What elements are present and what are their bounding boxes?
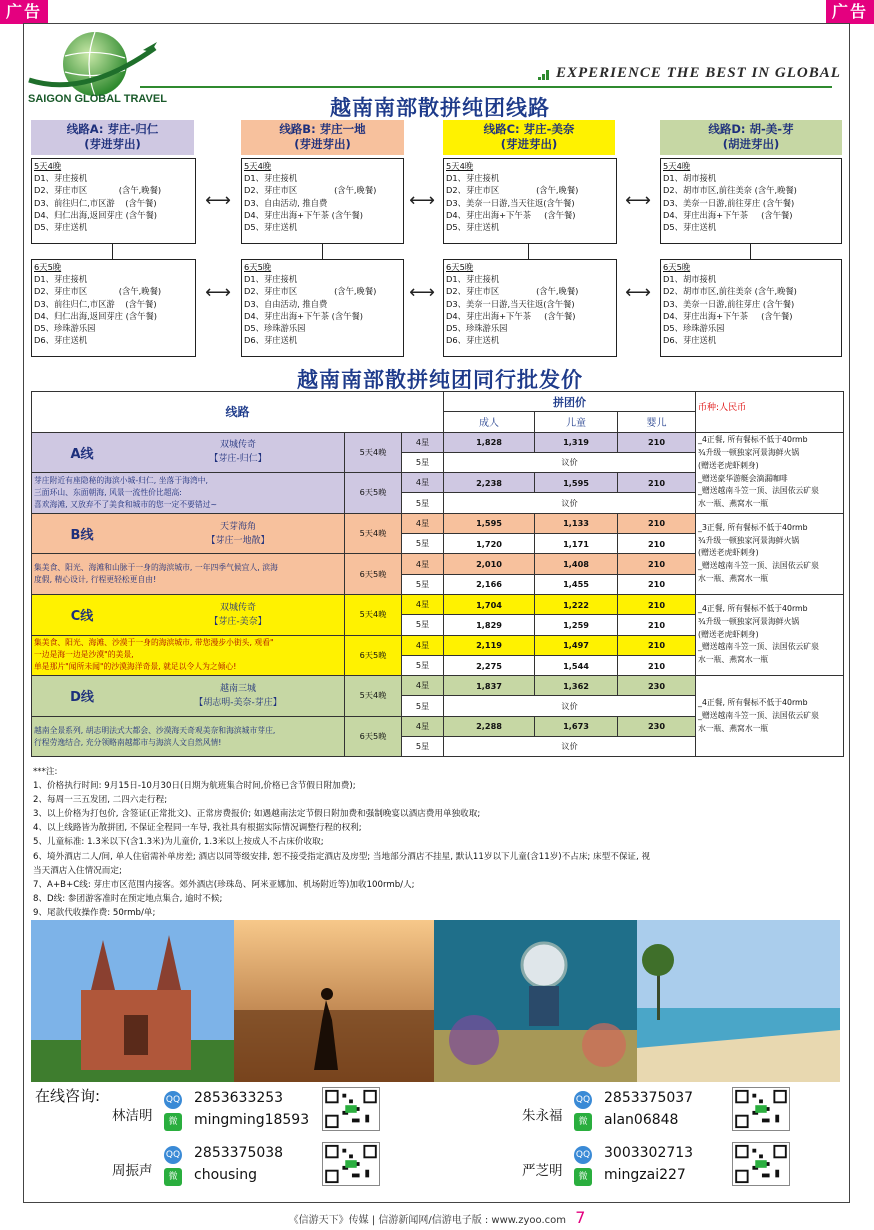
note-line: 1、价格执行时间: 9月15日-10月30日(日期为航班集合时间,价格已含节假日附加费); xyxy=(33,781,356,792)
price-table xyxy=(31,391,844,757)
itinerary-line: D5、珍珠游乐园 xyxy=(446,323,508,334)
price-cell: 1,455 xyxy=(535,574,618,594)
globe-logo-icon xyxy=(25,28,165,100)
qr-code-icon[interactable] xyxy=(732,1142,790,1186)
duration-cell: 5天4晚 xyxy=(345,594,402,635)
itinerary-line: D4、芽庄出海+下午茶 (含午餐) xyxy=(663,209,793,220)
double-arrow-icon: ⟷ xyxy=(205,190,231,211)
qq-number[interactable]: 3003302713 xyxy=(604,1145,694,1161)
qq-icon: QQ xyxy=(164,1091,182,1109)
itinerary-d-5d xyxy=(660,158,842,244)
price-cell: 210 xyxy=(618,554,696,574)
price-cell: 1,704 xyxy=(444,594,535,614)
line-sub: 【芽庄-美奈】 xyxy=(209,616,267,627)
contact-name: 林洁明 xyxy=(112,1108,153,1124)
price-cell: 1,720 xyxy=(444,534,535,554)
negotiable-cell: 议价 xyxy=(444,696,696,716)
line-name: 天芽海角 xyxy=(219,521,256,532)
star-4-label: 4星 xyxy=(402,473,444,493)
price-cell: 1,673 xyxy=(535,716,618,736)
ad-label-right: 广告 xyxy=(826,0,874,24)
contact-name: 严芝明 xyxy=(522,1163,563,1179)
duration-cell: 6天5晚 xyxy=(345,716,402,757)
itinerary-line: D1、芽庄接机 xyxy=(244,274,298,285)
star-4-label: 4星 xyxy=(402,432,444,452)
duration-label: 6天5晚 xyxy=(663,262,691,272)
line-key: C线 xyxy=(70,609,94,625)
cathedral-photo xyxy=(31,920,234,1082)
itinerary-line: D3、美奈一日游,前往芽庄 (含午餐) xyxy=(663,197,795,208)
price-cell: 1,408 xyxy=(535,554,618,574)
itinerary-line: D2、芽庄市区 (含午,晚餐) xyxy=(34,185,162,196)
line-note: _3正餐, 所有餐标不低于40rmb ¾升级一顿独家河景海鲜火锅 (赠送老虎虾刺身) _赠送越南斗笠一顶、法国依云矿泉 水一瓶、燕窝水一瓶 xyxy=(696,513,844,594)
itinerary-line: D4、芽庄出海+下午茶 (含午餐) xyxy=(446,310,576,321)
line-title xyxy=(32,594,345,635)
notes-section xyxy=(33,765,843,920)
ad-label-left: 广告 xyxy=(0,0,48,24)
duration-cell: 6天5晚 xyxy=(345,473,402,514)
negotiable-cell: 议价 xyxy=(444,493,696,513)
itinerary-line: D5、珍珠游乐园 xyxy=(663,323,725,334)
star-4-label: 4星 xyxy=(402,513,444,533)
itinerary-line: D1、芽庄接机 xyxy=(446,274,500,285)
qq-number[interactable]: 2853633253 xyxy=(194,1090,284,1106)
itinerary-line: D2、芽庄市区 (含午,晚餐) xyxy=(34,286,162,297)
contact-name: 周振声 xyxy=(112,1163,153,1179)
itinerary-line: D1、芽庄接机 xyxy=(34,173,88,184)
price-cell: 2,010 xyxy=(444,554,535,574)
itinerary-line: D2、胡市市区,前往美奈 (含午,晚餐) xyxy=(663,185,797,196)
route-header-c: 线路C: 芽庄-美奈 (芽进芽出) xyxy=(443,120,615,155)
star-5-label: 5星 xyxy=(402,452,444,472)
connector xyxy=(112,244,113,259)
itinerary-line: D4、芽庄出海+下午茶 (含午餐) xyxy=(244,310,363,321)
line-title xyxy=(32,513,345,554)
itinerary-a-5d xyxy=(31,158,196,244)
price-cell: 210 xyxy=(618,655,696,675)
brand-slogan: EXPERIENCE THE BEST IN GLOBAL xyxy=(556,65,841,81)
wechat-icon: 微 xyxy=(164,1113,182,1131)
itinerary-line: D1、芽庄接机 xyxy=(446,173,500,184)
double-arrow-icon: ⟷ xyxy=(409,190,435,211)
itinerary-line: D1、芽庄接机 xyxy=(244,173,298,184)
route-header-b: 线路B: 芽庄一地 (芽进芽出) xyxy=(241,120,404,155)
itinerary-line: D3、前往归仁,市区游 (含午餐) xyxy=(34,298,157,309)
note-line: 当天酒店入住情况而定; xyxy=(33,865,122,876)
double-arrow-icon: ⟷ xyxy=(625,282,651,303)
itinerary-line: D1、胡市接机 xyxy=(663,173,717,184)
line-description: 集美食、阳光、海滩和山脉于一身的海滨城市, 一年四季气候宜人, 滨海 度假, 精心设计, 行程更轻松更自由! xyxy=(32,554,345,595)
star-4-label: 4星 xyxy=(402,635,444,655)
note-line: 9、尾款代收操作费: 50rmb/单; xyxy=(33,907,156,918)
price-cell: 1,595 xyxy=(535,473,618,493)
price-cell: 2,288 xyxy=(444,716,535,736)
duration-label: 6天5晚 xyxy=(34,262,62,272)
itinerary-line: D6、芽庄送机 xyxy=(663,335,717,346)
line-description: 越南全景系列, 胡志明法式大都会、沙漠海天奇观美奈和海滨城市芽庄, 行程劳逸结合, 充分领略南越都市与海滨人文自然风情! xyxy=(32,716,345,757)
footer-text: 《信游天下》传媒 | 信游新闻网/信游电子版 : www.zyoo.com xyxy=(288,1215,566,1226)
price-cell: 210 xyxy=(618,513,696,533)
negotiable-cell: 议价 xyxy=(444,452,696,472)
duration-cell: 5天4晚 xyxy=(345,676,402,717)
line-name: 越南三城 xyxy=(219,683,256,694)
wechat-id[interactable]: mingzai227 xyxy=(604,1167,686,1183)
currency-label: 币种:人民币 xyxy=(696,392,844,433)
infant-column: 婴儿 xyxy=(618,412,696,432)
star-4-label: 4星 xyxy=(402,594,444,614)
star-5-label: 5星 xyxy=(402,696,444,716)
adult-column: 成人 xyxy=(444,412,535,432)
duration-label: 5天4晚 xyxy=(244,161,272,171)
price-cell: 1,133 xyxy=(535,513,618,533)
star-5-label: 5星 xyxy=(402,493,444,513)
price-cell: 210 xyxy=(618,574,696,594)
double-arrow-icon: ⟷ xyxy=(205,282,231,303)
itinerary-line: D5、芽庄送机 xyxy=(34,222,88,233)
line-title xyxy=(32,676,345,717)
itinerary-d-6d xyxy=(660,259,842,357)
line-key: B线 xyxy=(70,528,94,544)
price-cell: 1,222 xyxy=(535,594,618,614)
itinerary-line: D5、珍珠游乐园 xyxy=(34,323,96,334)
line-sub: 【芽庄-归仁】 xyxy=(209,454,267,465)
price-cell: 1,829 xyxy=(444,615,535,635)
itinerary-line: D3、美奈一日游,前往芽庄 (含午餐) xyxy=(663,298,795,309)
star-5-label: 5星 xyxy=(402,534,444,554)
itinerary-line: D2、胡市市区,前往美奈 (含午,晚餐) xyxy=(663,286,797,297)
itinerary-line: D5、芽庄送机 xyxy=(663,222,717,233)
line-note: _4正餐, 所有餐标不低于40rmb ¾升级一顿独家河景海鲜火锅 (赠送老虎虾刺身) _赠送豪华游艇会滴漏咖啡 _赠送越南斗笠一顶、法国依云矿泉 水一瓶、燕窝水一瓶 xyxy=(696,432,844,513)
wechat-icon: 微 xyxy=(574,1168,592,1186)
itinerary-line: D2、芽庄市区 (含午,晚餐) xyxy=(244,286,377,297)
double-arrow-icon: ⟷ xyxy=(625,190,651,211)
wechat-icon: 微 xyxy=(574,1113,592,1131)
star-5-label: 5星 xyxy=(402,615,444,635)
star-4-label: 4星 xyxy=(402,676,444,696)
duration-label: 5天4晚 xyxy=(34,161,62,171)
price-cell: 2,166 xyxy=(444,574,535,594)
brand-name: SAIGON GLOBAL TRAVEL xyxy=(28,93,167,105)
contact-name: 朱永福 xyxy=(522,1108,563,1124)
qr-code-icon[interactable] xyxy=(322,1142,380,1186)
line-note: _4正餐, 所有餐标不低于40rmb _赠送越南斗笠一顶、法国依云矿泉 水一瓶、燕窝水一瓶 xyxy=(696,676,844,757)
itinerary-line: D3、前往归仁,市区游 (含午餐) xyxy=(34,197,157,208)
duration-label: 5天4晚 xyxy=(663,161,691,171)
price-cell: 1,497 xyxy=(535,635,618,655)
duration-cell: 5天4晚 xyxy=(345,513,402,554)
footer xyxy=(0,1208,874,1227)
itinerary-c-5d xyxy=(443,158,617,244)
itinerary-line: D4、归仁出海,返回芽庄 (含午餐) xyxy=(34,310,157,321)
fisherman-sunset-photo xyxy=(234,920,434,1082)
itinerary-line: D5、芽庄送机 xyxy=(244,222,298,233)
contact-label: 在线咨询: xyxy=(35,1087,101,1105)
itinerary-line: D6、芽庄送机 xyxy=(446,335,500,346)
route-header-a: 线路A: 芽庄-归仁 (芽进芽出) xyxy=(31,120,194,155)
line-note: _4正餐, 所有餐标不低于40rmb ¾升级一顿独家河景海鲜火锅 (赠送老虎虾刺身) _赠送越南斗笠一顶、法国依云矿泉 水一瓶、燕窝水一瓶 xyxy=(696,594,844,675)
price-cell: 210 xyxy=(618,594,696,614)
itinerary-line: D1、芽庄接机 xyxy=(34,274,88,285)
note-line: 4、以上线路皆为散拼团, 不保证全程同一车导, 我社具有根据实际情况调整行程的权利; xyxy=(33,823,362,834)
itinerary-line: D6、芽庄送机 xyxy=(34,335,88,346)
line-title xyxy=(32,432,345,473)
route-column-header: 线路 xyxy=(32,392,444,433)
price-cell: 2,119 xyxy=(444,635,535,655)
wechat-id[interactable]: alan06848 xyxy=(604,1112,679,1128)
line-sub: 【胡志明-美奈-芽庄】 xyxy=(194,697,282,708)
itinerary-line: D6、芽庄送机 xyxy=(244,335,298,346)
itinerary-b-6d xyxy=(241,259,404,357)
itinerary-line: D3、美奈一日游,当天往返(含午餐) xyxy=(446,197,575,208)
line-sub: 【芽庄一地散】 xyxy=(206,535,270,546)
prices-title: 越南南部散拼纯团同行批发价 xyxy=(297,368,583,392)
price-cell: 210 xyxy=(618,635,696,655)
beach-photo xyxy=(637,920,840,1082)
itinerary-line: D3、自由活动, 推自费 xyxy=(244,197,328,208)
duration-cell: 6天5晚 xyxy=(345,635,402,676)
price-cell: 1,259 xyxy=(535,615,618,635)
route-header-d: 线路D: 胡-美-芽 (胡进芽出) xyxy=(660,120,842,155)
star-4-label: 4星 xyxy=(402,716,444,736)
itinerary-line: D4、芽庄出海+下午茶 (含午餐) xyxy=(244,209,363,220)
line-name: 双城传奇 xyxy=(219,602,256,613)
note-line: 7、A+B+C线: 芽庄市区范围内接客。郊外酒店(珍珠岛、阿米亚娜加、机场附近等)加收100rmb/人; xyxy=(33,879,415,890)
note-line: ***注: xyxy=(33,767,58,777)
price-cell: 2,275 xyxy=(444,655,535,675)
star-5-label: 5星 xyxy=(402,655,444,675)
duration-cell: 5天4晚 xyxy=(345,432,402,473)
price-cell: 210 xyxy=(618,534,696,554)
line-name: 双城传奇 xyxy=(219,440,256,451)
qq-number[interactable]: 2853375038 xyxy=(194,1145,284,1161)
itinerary-line: D2、芽庄市区 (含午,晚餐) xyxy=(244,185,377,196)
note-line: 8、D线: 参团游客准时在预定地点集合, 逾时不候; xyxy=(33,893,223,904)
itinerary-line: D5、珍珠游乐园 xyxy=(244,323,306,334)
itinerary-line: D3、美奈一日游,当天往返(含午餐) xyxy=(446,298,575,309)
group-price-header: 拼团价 xyxy=(444,392,696,412)
itinerary-line: D4、芽庄出海+下午茶 (含午餐) xyxy=(663,310,793,321)
note-line: 3、以上价格为打包价, 含签证(正常批文)、正常房费报价; 如遇越南法定节假日附加费和强制晚宴以酒店费用单独收取; xyxy=(33,809,481,820)
itinerary-line: D4、芽庄出海+下午茶 (含午餐) xyxy=(446,209,576,220)
price-cell: 1,837 xyxy=(444,676,535,696)
routes-title: 越南南部散拼纯团线路 xyxy=(330,96,550,120)
duration-label: 6天5晚 xyxy=(446,262,474,272)
price-cell: 1,595 xyxy=(444,513,535,533)
price-cell: 230 xyxy=(618,716,696,736)
line-key: D线 xyxy=(70,690,94,706)
price-cell: 1,362 xyxy=(535,676,618,696)
undersea-walk-photo xyxy=(434,920,637,1082)
price-cell: 210 xyxy=(618,615,696,635)
page-number: 7 xyxy=(575,1208,586,1227)
negotiable-cell: 议价 xyxy=(444,737,696,757)
itinerary-a-6d xyxy=(31,259,196,357)
qq-icon: QQ xyxy=(574,1091,592,1109)
price-cell: 1,171 xyxy=(535,534,618,554)
star-5-label: 5星 xyxy=(402,574,444,594)
child-column: 儿童 xyxy=(535,412,618,432)
price-cell: 1,828 xyxy=(444,432,535,452)
qq-number[interactable]: 2853375037 xyxy=(604,1090,694,1106)
price-cell: 210 xyxy=(618,473,696,493)
qq-icon: QQ xyxy=(574,1146,592,1164)
itinerary-line: D5、芽庄送机 xyxy=(446,222,500,233)
double-arrow-icon: ⟷ xyxy=(409,282,435,303)
line-description: 芽庄附近有座隐秘的海滨小城-归仁, 坐落于海湾中, 三面环山、东面朝海, 风景一流性价比超高: 喜欢海滩, 又放弃不了美食和城市的您一定不要错过~ xyxy=(32,473,345,514)
connector xyxy=(750,244,751,259)
header-divider xyxy=(140,86,832,88)
itinerary-line: D2、芽庄市区 (含午,晚餐) xyxy=(446,185,579,196)
price-cell: 2,238 xyxy=(444,473,535,493)
qq-icon: QQ xyxy=(164,1146,182,1164)
duration-label: 6天5晚 xyxy=(244,262,272,272)
itinerary-b-5d xyxy=(241,158,404,244)
connector xyxy=(528,244,529,259)
duration-cell: 6天5晚 xyxy=(345,554,402,595)
bars-icon xyxy=(538,70,550,80)
wechat-icon: 微 xyxy=(164,1168,182,1186)
note-line: 5、儿童标准: 1.3米以下(含1.3米)为儿童价, 1.3米以上按成人不占床价收取; xyxy=(33,837,324,848)
price-cell: 1,319 xyxy=(535,432,618,452)
itinerary-c-6d xyxy=(443,259,617,357)
star-4-label: 4星 xyxy=(402,554,444,574)
wechat-id[interactable]: chousing xyxy=(194,1167,257,1183)
duration-label: 5天4晚 xyxy=(446,161,474,171)
itinerary-line: D4、归仁出海,返回芽庄 (含午餐) xyxy=(34,209,157,220)
connector xyxy=(322,244,323,259)
note-line: 2、每周一三五发团, 二四六走行程; xyxy=(33,795,168,806)
line-description: 集美食、阳光、海滩、沙漠于一身的海滨城市, 带您漫步小街头, 观看" 一边是海一边是沙漠"的美景, 单是那片"闻所未闻"的沙漠海洋奇景, 就足以令人为之倾心! xyxy=(32,635,345,676)
price-cell: 1,544 xyxy=(535,655,618,675)
line-key: A线 xyxy=(70,446,94,462)
star-5-label: 5星 xyxy=(402,737,444,757)
price-cell: 210 xyxy=(618,432,696,452)
itinerary-line: D2、芽庄市区 (含午,晚餐) xyxy=(446,286,579,297)
note-line: 6、境外酒店二人/间, 单人住宿需补单房差; 酒店以同等级安排, 恕不接受指定酒店及房型; 当地部分酒店不挂星, 默认11岁以下儿童(含11岁)不占床; 床型不保证, 视 xyxy=(33,851,651,862)
itinerary-line: D1、胡市接机 xyxy=(663,274,717,285)
itinerary-line: D3、自由活动, 推自费 xyxy=(244,298,328,309)
price-cell: 230 xyxy=(618,676,696,696)
wechat-id[interactable]: mingming18593 xyxy=(194,1112,310,1128)
qr-code-icon[interactable] xyxy=(732,1087,790,1131)
qr-code-icon[interactable] xyxy=(322,1087,380,1131)
